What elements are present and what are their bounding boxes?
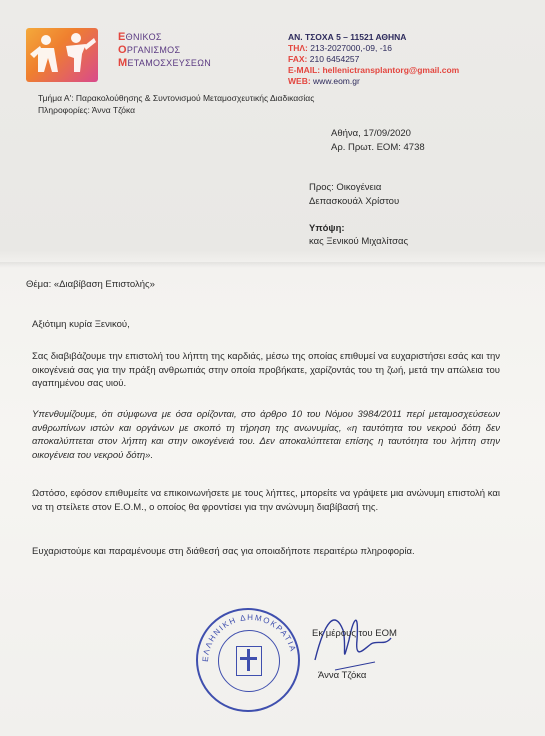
signer-on-behalf: Εκ μέρους του ΕΟΜ (312, 628, 397, 639)
org-name (118, 31, 211, 70)
department: Τμήμα Α': Παρακολούθησης & Συντονισμού Μεταμοσχευτικής Διαδικασίας (38, 93, 315, 103)
attention-name: κας Ξενικού Μιχαλίτσας (309, 236, 409, 247)
salutation: Αξιότιμη κυρία Ξενικού, (32, 319, 130, 330)
department-block (38, 92, 314, 116)
org-line-3: ΜΕΤΑΜΟΣΧΕΥΣΕΩΝ (118, 57, 212, 69)
handwritten-signature (305, 600, 395, 680)
org-line-1: ΕΘΝΙΚΟΣ (118, 31, 162, 43)
email: hellenictransplantorg@gmail.com (322, 65, 460, 75)
recipient-name: Δεπασκουάλ Χρίστου (309, 196, 400, 207)
address: ΑΝ. ΤΣΟΧΑ 5 – 11521 ΑΘΗΝΑ (288, 32, 407, 42)
phone: 213-2027000,-09, -16 (310, 43, 392, 53)
web: www.eom.gr (313, 76, 360, 86)
letter-date: Αθήνα, 17/09/2020 (331, 128, 411, 139)
paragraph-2: Υπενθυμίζουμε, ότι σύμφωνα με όσα ορίζονται, στο άρθρο 10 του Νόμου 3984/2011 περί μεταμοσχεύσεων ανθρωπίνων ιστών και οργάνων με σκοπό τη τήρηση της ανωνυμίας, «η ταυτότητα του νεκρού δότη δεν αποκαλύπτεται στον λήπτη και στην οικογένειά του. Δεν αποκαλύπτεται επίσης η ταυτότητα του λήπτη στην οικογένεια του νεκρού δότη». (32, 409, 500, 461)
info-contact: Πληροφορίες: Άννα Τζόκα (38, 105, 136, 115)
web-line: WEB: www.eom.gr (288, 76, 360, 86)
paper-fold (0, 262, 545, 268)
recipient-block (309, 181, 399, 209)
closing-paragraph: Ευχαριστούμε και παραμένουμε στη διάθεσή σας για οποιαδήποτε περαιτέρω πληροφορία. (32, 546, 415, 557)
subject-line: Θέμα: «Διαβίβαση Επιστολής» (26, 279, 155, 290)
attention-label: Υπόψη: (309, 223, 345, 234)
paragraph-1: Σας διαβιβάζουμε την επιστολή του λήπτη της καρδιάς, μέσω της οποίας επιθυμεί να ευχαριστήσει εσάς και την οικογένειά σας για την πράξη ανθρωπιάς στην οποία προβήκατε, χαρίζοντάς του τη ζωή, μετά την απώλεια του αγαπημένου σας υιού. (32, 351, 500, 389)
fax: 210 6454257 (309, 54, 360, 64)
contact-block (288, 32, 459, 87)
official-stamp (196, 608, 300, 712)
paragraph-3: Ωστόσο, εφόσον επιθυμείτε να επικοινωνήσετε με τους λήπτες, μπορείτε να γράψετε μια ανώνυμη επιστολή και να τη στείλετε στον Ε.Ο.Μ., ο οποίος θα φροντίσει για την ανώνυμη διαβίβασή της. (32, 488, 500, 513)
svg-text:ΕΛΛΗΝΙΚΗ ΔΗΜΟΚΡΑΤΙΑ: ΕΛΛΗΝΙΚΗ ΔΗΜΟΚΡΑΤΙΑ (200, 612, 298, 663)
protocol-number: Αρ. Πρωτ. ΕΟΜ: 4738 (331, 142, 425, 153)
org-line-2: ΟΡΓΑΝΙΣΜΟΣ (118, 44, 181, 56)
signer-name: Άννα Τζόκα (318, 670, 367, 681)
attention-block (309, 222, 408, 248)
email-line: E-MAIL: hellenictransplantorg@gmail.com (288, 65, 460, 75)
stamp-emblem-icon (236, 646, 262, 676)
eom-logo (26, 28, 98, 82)
recipient-to: Προς: Οικογένεια (309, 182, 382, 193)
date-block (331, 127, 425, 155)
fax-line: FAX: 210 6454257 (288, 54, 360, 64)
phone-line: ΤΗΛ: 213-2027000,-09, -16 (288, 43, 392, 53)
